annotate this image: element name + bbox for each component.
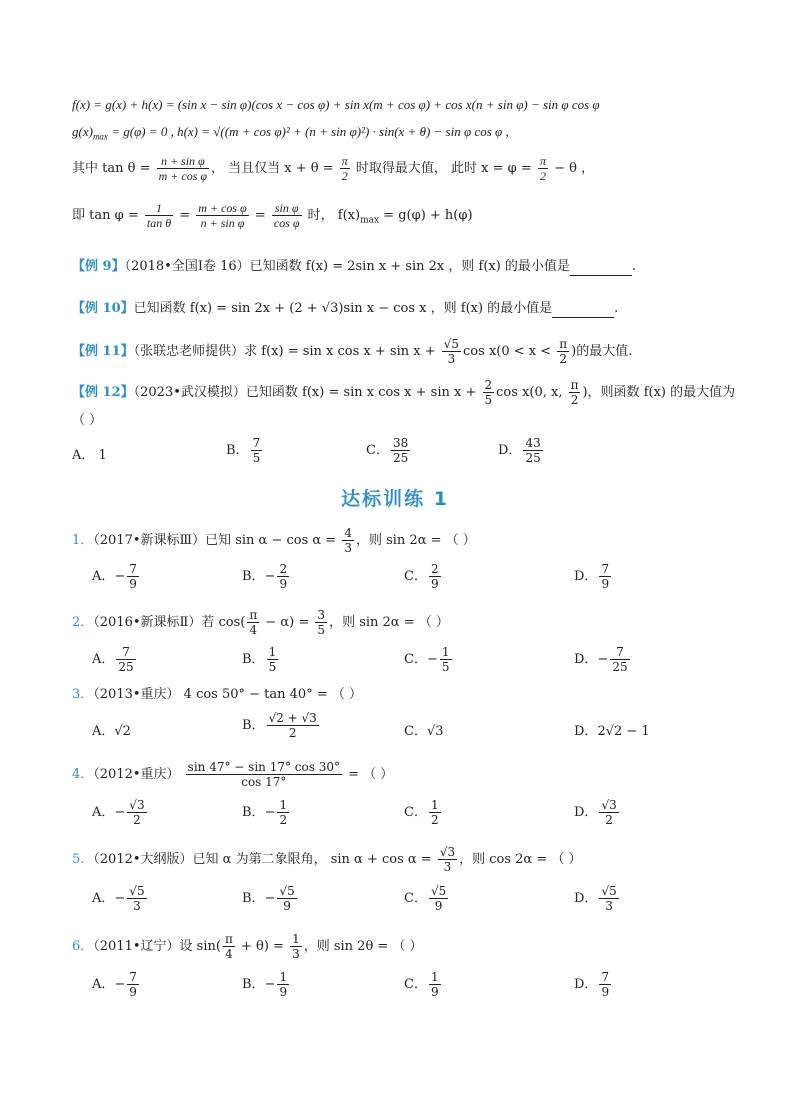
ex12-option-d[interactable]: D． $\frac{43}{25}$ [498, 436, 541, 465]
q1-option-b[interactable]: B．− $\frac{2}{9}$ [242, 562, 288, 591]
example-11: 【例 11】（张联忠老师提供）求 f(x) = sin x cos x + sin x + $\frac{√5}{3}$ cos x(0 < x < $\frac{\pi}{2}$ )的最大值. [72, 337, 633, 366]
q2-option-a[interactable]: A． $\frac{7}{25}$ [92, 645, 134, 674]
answer-blank[interactable] [552, 304, 614, 318]
q5-option-c[interactable]: C． $\frac{√5}{9}$ [404, 884, 447, 913]
example-12: 【例 12】（2023•武汉模拟）已知函数 f(x) = sin x cos x + sin x + $\frac{2}{5}$ cos x(0, x, $\frac{\pi}{2}$ )，则函数 f(x) 的最大值为 [72, 378, 736, 407]
q2-option-b[interactable]: B． $\frac{1}{5}$ [242, 645, 277, 674]
example-10: 【例 10】已知函数 f(x) = sin 2x + (2 + √3)sin x − cos x ，则 f(x) 的最小值是 . [72, 301, 619, 316]
derivation-line-4: 即 tan φ = $\frac{1}{\text{tan θ}}$ = $\frac{\text{m + cos φ}}{\text{n + sin φ}}$ = $\frac{\text{sin φ}}{\text{cos φ}}$ 时， $f(x)_{max} = g(\varphi) + h(\varphi)$ [72, 201, 473, 230]
q3-option-c[interactable]: C．√3 [404, 724, 444, 739]
question-6: 6．（2011•辽宁）设 sin( $\frac{\pi}{4}$ + θ) = $\frac{1}{3}$ ，则 sin 2θ = （ ） [72, 932, 423, 961]
q3-option-d[interactable]: D．2√2 − 1 [574, 724, 650, 739]
q4-option-d[interactable]: D． $\frac{√3}{2}$ [574, 798, 617, 827]
q5-option-b[interactable]: B．− $\frac{√5}{9}$ [242, 884, 295, 913]
q5-option-d[interactable]: D． $\frac{√5}{3}$ [574, 884, 617, 913]
q6-option-c[interactable]: C． $\frac{1}{9}$ [404, 970, 439, 999]
ex12-option-c[interactable]: C． $\frac{38}{25}$ [366, 436, 409, 465]
q4-option-c[interactable]: C． $\frac{1}{2}$ [404, 798, 439, 827]
question-2: 2．（2016•新课标Ⅱ）若 cos( $\frac{\pi}{4}$ − α) = $\frac{3}{5}$ ，则 sin 2α = （ ） [72, 608, 449, 637]
q6-option-b[interactable]: B．− $\frac{1}{9}$ [242, 970, 288, 999]
section-title: 达标训练 1 [341, 488, 449, 510]
q1-option-d[interactable]: D． $\frac{7}{9}$ [574, 562, 610, 591]
derivation-line-1: f(x) = g(x) + h(x) = (sin x − sin φ)(cos x − cos φ) + sin x(m + cos φ) + cos x(n + sin φ) − sin φ cos φ [72, 97, 600, 112]
q3-option-b[interactable]: B． $\frac{√2 + √3}{2}$ [242, 711, 317, 740]
q1-option-a[interactable]: A．− $\frac{7}{9}$ [92, 562, 137, 591]
answer-blank[interactable] [570, 262, 632, 276]
question-3: 3．（2013•重庆） 4 cos 50° − tan 40° = （ ） [72, 687, 362, 702]
question-4: 4．（2012•重庆） $\frac{\sin 47^\circ - \sin 17^\circ \cos 30^\circ}{\cos 17^\circ}$ = （ ） [72, 760, 394, 789]
derivation-line-2: $g(x)_{max} = g(\varphi) = 0$ , h(x) = √((m + cos φ)² + (n + sin φ)²) · sin(x + θ) − sin φ cos φ , [72, 124, 509, 142]
q5-option-a[interactable]: A．− $\frac{√5}{3}$ [92, 884, 145, 913]
ex12-option-b[interactable]: B． $\frac{7}{5}$ [226, 436, 261, 465]
example-9: 【例 9】（2018•全国Ⅰ卷 16）已知函数 f(x) = 2sin x + sin 2x ，则 f(x) 的最小值是 . [72, 259, 637, 274]
q1-option-c[interactable]: C． $\frac{2}{9}$ [404, 562, 439, 591]
question-5: 5．（2012•大纲版）已知 α 为第二象限角， sin α + cos α = $\frac{√3}{3}$ ，则 cos 2α = （ ） [72, 845, 582, 874]
example-12-paren: （ ） [72, 413, 103, 428]
q4-option-a[interactable]: A．− $\frac{√3}{2}$ [92, 798, 145, 827]
question-1: 1．（2017•新课标Ⅲ）已知 sin α − cos α = $\frac{4}{3}$ ，则 sin 2α = （ ） [72, 526, 476, 555]
q6-option-d[interactable]: D． $\frac{7}{9}$ [574, 970, 610, 999]
derivation-line-3: 其中 tan θ = $\frac{\text{n + sin φ}}{\text{m + cos φ}}$ ， 当且仅当 x + θ = $\frac{\pi}{2}$ 时取得最大值， 此时 x = φ = $\frac{\pi}{2}$ − θ ， [72, 154, 595, 183]
q6-option-a[interactable]: A．− $\frac{7}{9}$ [92, 970, 137, 999]
q2-option-d[interactable]: D．− $\frac{7}{25}$ [574, 645, 628, 674]
q2-option-c[interactable]: C．− $\frac{1}{5}$ [404, 645, 450, 674]
q3-option-a[interactable]: A．√2 [92, 724, 131, 739]
q4-option-b[interactable]: B．− $\frac{1}{2}$ [242, 798, 288, 827]
ex12-option-a[interactable]: A． 1 [72, 448, 107, 463]
